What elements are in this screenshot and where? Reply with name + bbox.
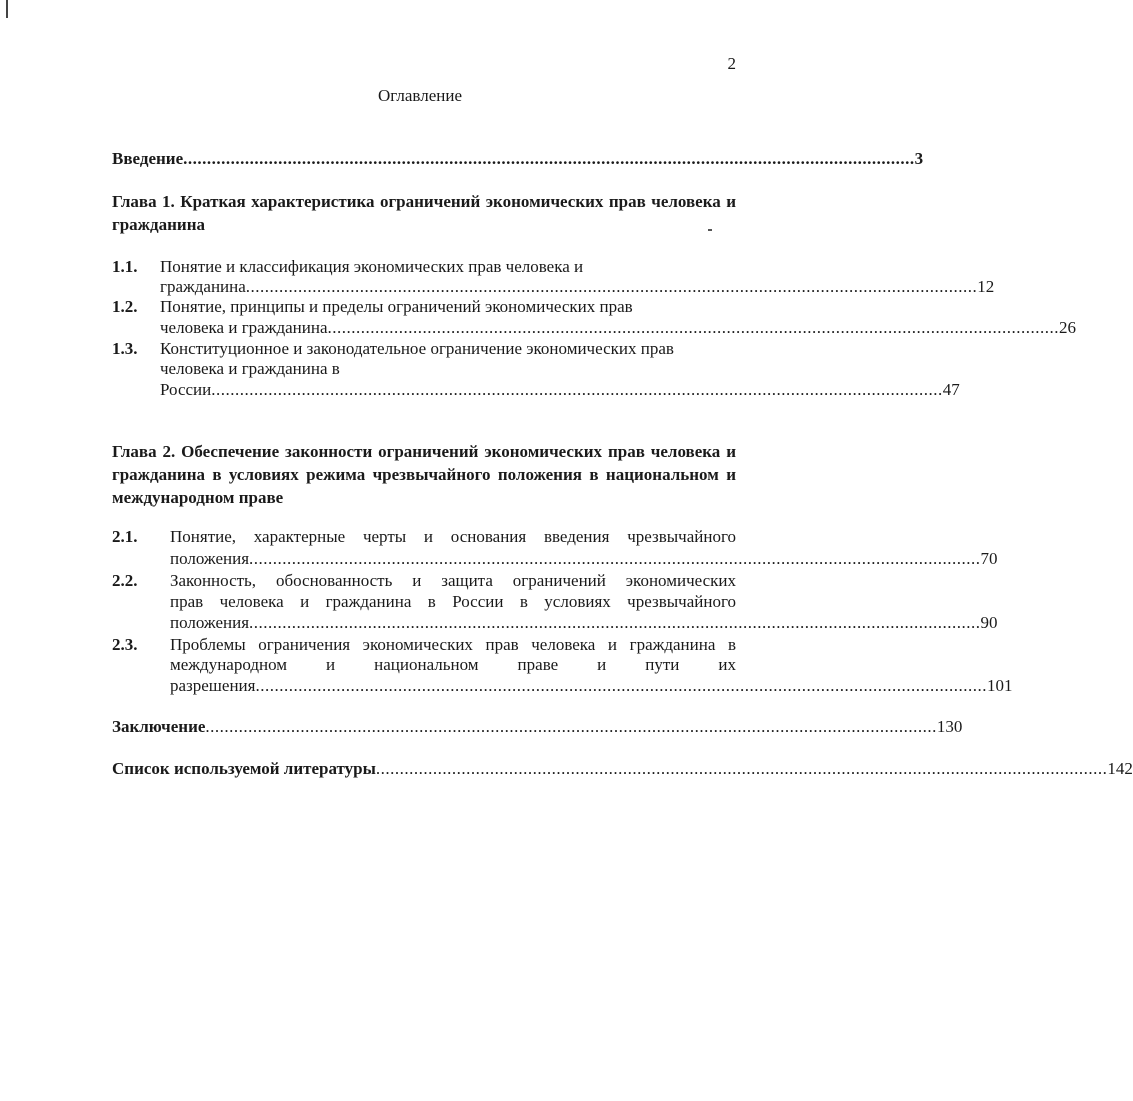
- toc-entry-page: 101: [986, 676, 1013, 695]
- dot-leader: ..........................................................................................................................................................: [205, 717, 937, 736]
- section-number: 2.1.: [112, 527, 138, 546]
- toc-entry-label: Заключение: [112, 717, 206, 736]
- toc-entry-page: 130: [936, 717, 963, 736]
- toc-entry-bibliography[interactable]: [112, 758, 1133, 780]
- scan-artifact: [708, 229, 712, 231]
- toc-entry-label: положения: [170, 549, 250, 568]
- toc-entry-label: положения: [170, 613, 250, 632]
- page-number: 2: [727, 54, 736, 73]
- section-title-line[interactable]: Понятие и классификация экономических прав человека и: [160, 257, 584, 276]
- toc-entry-label: гражданина: [160, 277, 246, 296]
- section-title-line[interactable]: Понятие, принципы и пределы ограничений экономических прав: [160, 297, 633, 316]
- dot-leader: ..........................................................................................................................................................: [255, 676, 987, 695]
- dot-leader: ..........................................................................................................................................................: [327, 318, 1059, 337]
- scan-artifact: [6, 0, 8, 18]
- toc-entry-label: Список используемой литературы: [112, 759, 376, 778]
- section-title-line[interactable]: Проблемы ограничения экономических прав человека и гражданина в: [170, 635, 736, 654]
- dot-leader: ..........................................................................................................................................................: [249, 549, 981, 568]
- chapter-1-heading[interactable]: Глава 1. Краткая характеристика ограничений экономических прав человека и гражданина: [112, 192, 736, 234]
- toc-entry-intro[interactable]: [112, 148, 924, 170]
- toc-entry-section-1-2[interactable]: [160, 317, 1076, 339]
- section-title-line[interactable]: Законность, обоснованность и защита ограничений экономических: [170, 571, 736, 590]
- toc-entry-section-2-1[interactable]: [170, 548, 998, 570]
- toc-entry-section-2-2[interactable]: [170, 612, 998, 634]
- section-title-line[interactable]: международном и национальном праве и пути их: [170, 655, 736, 674]
- section-number: 1.3.: [112, 339, 138, 358]
- dot-leader: ..........................................................................................................................................................: [183, 149, 915, 168]
- page-title: Оглавление: [378, 86, 462, 105]
- section-title-line[interactable]: прав человека и гражданина в России в условиях чрезвычайного: [170, 592, 736, 611]
- toc-entry-page: 90: [980, 613, 998, 632]
- toc-entry-label: человека и гражданина: [160, 318, 328, 337]
- chapter-2-heading[interactable]: Глава 2. Обеспечение законности ограничений экономических прав человека и гражданина в условиях режима чрезвычайного положения в национальном и международном праве: [112, 442, 736, 507]
- toc-entry-conclusion[interactable]: [112, 716, 963, 738]
- dot-leader: ..........................................................................................................................................................: [249, 613, 981, 632]
- toc-entry-label: России: [160, 380, 212, 399]
- toc-entry-section-2-3[interactable]: [170, 675, 1013, 697]
- toc-entry-page: 26: [1059, 318, 1076, 337]
- toc-entry-section-1-3[interactable]: [160, 379, 960, 401]
- toc-entry-page: 12: [977, 277, 995, 296]
- toc-entry-page: 70: [980, 549, 998, 568]
- toc-entry-page: 3: [914, 149, 924, 168]
- toc-entry-label: Введение: [112, 149, 184, 168]
- section-title-line[interactable]: Конституционное и законодательное ограничение экономических прав: [160, 339, 674, 358]
- section-title-line[interactable]: Понятие, характерные черты и основания введения чрезвычайного: [170, 527, 736, 546]
- toc-entry-label: разрешения: [170, 676, 256, 695]
- toc-entry-section-1-1[interactable]: [160, 276, 995, 298]
- section-number: 2.2.: [112, 571, 138, 590]
- section-title-line[interactable]: человека и гражданина в: [160, 359, 340, 378]
- toc-entry-page: 47: [942, 380, 960, 399]
- dot-leader: ..........................................................................................................................................................: [245, 277, 978, 296]
- section-number: 2.3.: [112, 635, 138, 654]
- dot-leader: ..........................................................................................................................................................: [375, 759, 1108, 778]
- dot-leader: ..........................................................................................................................................................: [211, 380, 943, 399]
- section-number: 1.2.: [112, 297, 138, 316]
- section-number: 1.1.: [112, 257, 138, 276]
- toc-entry-page: 142: [1107, 759, 1133, 778]
